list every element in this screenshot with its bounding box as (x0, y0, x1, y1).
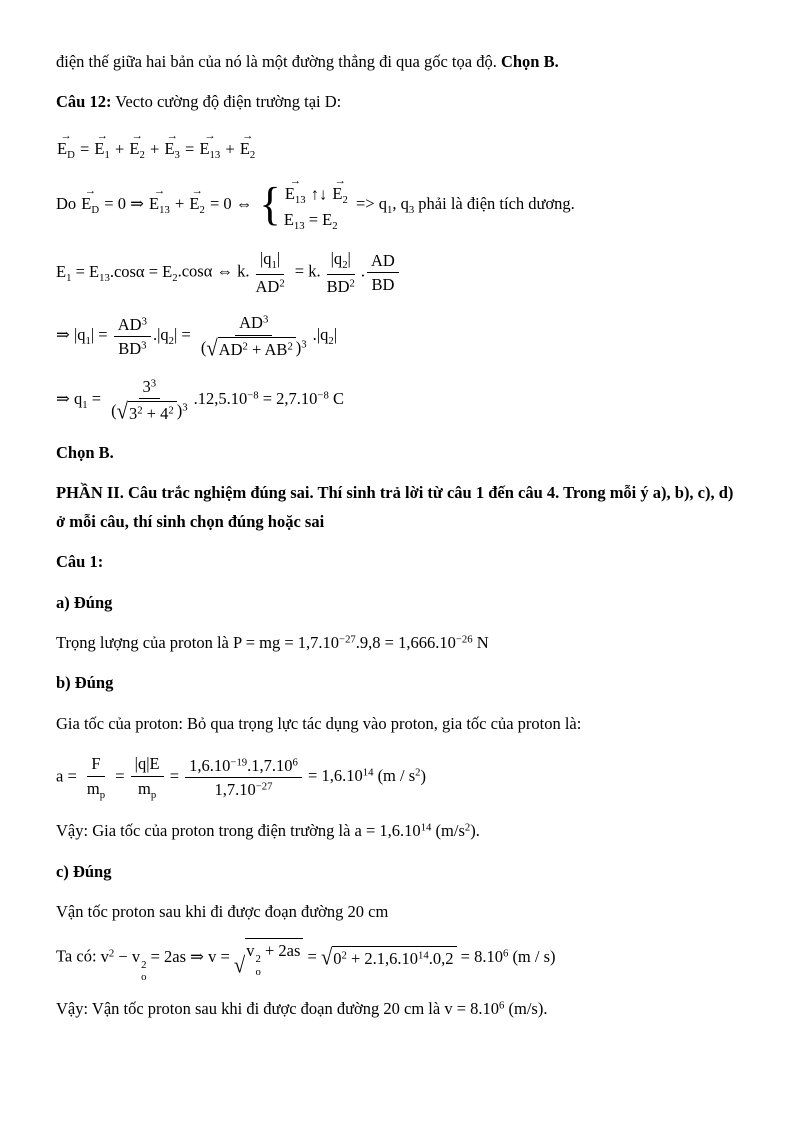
vector: → $E_D$ (57, 130, 75, 161)
text-run: Gia tốc của proton: Bỏ qua trọng lực tác dụng vào proton, gia tốc của proton là: (56, 713, 582, 733)
text-run: Do (56, 193, 81, 213)
vector: → $E_2$ (239, 130, 256, 161)
math-text: = $1,6.10^{14}$ (303, 766, 374, 786)
math-text: − v 2 o (114, 946, 147, 984)
numerator (139, 376, 161, 399)
math-text: (m/s (431, 821, 465, 841)
fraction (107, 376, 191, 424)
superscript: 2 (255, 953, 261, 966)
math-text: ↑↓ (306, 184, 332, 203)
case-line (284, 209, 338, 233)
formula-block (56, 376, 738, 424)
math-text: = (165, 766, 184, 786)
math-text: F (91, 754, 101, 774)
math-text: $AD^3$ (117, 314, 147, 334)
math-text: $.12,5.10^{-8}$ (193, 388, 259, 408)
denominator (114, 337, 150, 359)
math-text: $E_1$ (56, 261, 72, 284)
numerator (185, 755, 302, 778)
math-text: | = (173, 325, 195, 345)
paragraph (56, 479, 738, 536)
inline-math (80, 175, 575, 232)
radicand (218, 337, 296, 360)
math-text: |q|E (134, 754, 160, 774)
denominator (251, 275, 288, 297)
formula-block (56, 132, 738, 162)
math-text: phải là điện tích dương. (414, 193, 575, 213)
math-text: v 2 o (246, 941, 261, 978)
math-text: = (111, 766, 129, 786)
vector-arrow-icon: → (289, 175, 301, 188)
superscript: 2 (141, 958, 147, 971)
math-text: −26 (455, 633, 473, 646)
vector: → $E_2$ (129, 130, 145, 161)
math-text: = $E_{13}$ (71, 261, 110, 284)
math-text: = k. (290, 261, 321, 281)
math-text: .cosα ⇔ k. (177, 261, 250, 281)
math-text: | (347, 249, 351, 269)
paragraph (56, 589, 738, 617)
bold-text-run: PHẦN II. Câu trắc nghiệm đúng sai. Thí sinh trả lời từ câu 1 đến câu 4. Trong mỗi ý a), b), c), d) ở mỗi câu, thí sinh chọn đúng hoặc sai (56, 483, 734, 531)
math-text: $m_p$ (86, 778, 106, 801)
math-text: + (110, 139, 129, 158)
bold-text-run: Câu 12: (56, 92, 112, 112)
math-text: = (303, 946, 321, 966)
math-text: = (87, 388, 106, 408)
math-text: $m_p$ (138, 778, 157, 801)
math-text: Vậy: Vận tốc proton sau khi đi được đoạn đường 20 cm là v = 8.10 (56, 999, 500, 1019)
math-text: BD (371, 275, 395, 295)
math-text: => $q_1$ (351, 193, 393, 216)
paragraph (56, 898, 738, 926)
vector-symbol: E (199, 139, 210, 158)
math-text: = $2,7.10^{-8}$ (258, 388, 329, 408)
math-text: + (221, 139, 239, 158)
vector-arrow-icon: → (60, 130, 72, 143)
math-text: P = mg = 1,7.10 (233, 632, 340, 652)
math-text: $AD^2$ (255, 276, 285, 296)
vector-symbol: E (332, 184, 343, 203)
math-text: )$^3$ (176, 401, 188, 421)
fraction (114, 314, 151, 360)
math-text: = (180, 139, 199, 158)
radical-sign-icon: √ (320, 946, 333, 971)
fraction (197, 312, 311, 360)
square-root (117, 401, 177, 424)
math-text: a = (56, 766, 81, 786)
vector-symbol: E (284, 184, 295, 203)
math-text: | = (90, 325, 112, 345)
paragraph (56, 938, 738, 983)
paragraph (56, 858, 738, 886)
vector: → $E_D$ (81, 184, 100, 216)
paragraph (56, 629, 738, 657)
math-text: ). (470, 821, 480, 841)
vector-symbol: E (189, 193, 200, 213)
bold-text-run: Câu 1: (56, 552, 104, 572)
vector-symbol: E (239, 139, 250, 158)
math-text: . (360, 261, 366, 281)
math-text: .9,8 = 1,666.10 (355, 632, 456, 652)
numerator (87, 753, 104, 776)
vector-arrow-icon: → (84, 184, 96, 197)
numerator (114, 314, 151, 337)
radicand (245, 938, 303, 978)
fraction (83, 753, 109, 802)
numerator (327, 248, 355, 275)
math-text: AD (371, 250, 395, 270)
bold-text-run: a) Đúng (56, 592, 113, 612)
math-text: 6 (499, 1000, 505, 1013)
cases-group (259, 177, 348, 233)
math-text: (m/s). (504, 999, 548, 1019)
math-text: C (328, 388, 344, 408)
denominator (107, 399, 191, 424)
paragraph (56, 88, 738, 116)
denominator (197, 336, 311, 361)
vector-symbol: E (94, 139, 105, 158)
math-text: .0,2 (428, 949, 454, 969)
denominator (323, 275, 359, 297)
math-text: $v^2$ (100, 946, 115, 966)
math-text: = (75, 139, 94, 158)
paragraph (56, 548, 738, 576)
text-run: Vận tốc proton sau khi đi được đoạn đường 20 cm (56, 901, 389, 921)
math-text: $|q_2$ (330, 249, 348, 271)
math-text: $E_{13}$ (283, 210, 305, 232)
radical-sign-icon: √ (206, 336, 218, 362)
denominator (134, 777, 160, 803)
fraction (185, 755, 302, 801)
vector-arrow-icon: → (131, 130, 143, 143)
math-text: $BD^2$ (326, 276, 355, 296)
vector: → $E_{13}$ (199, 130, 221, 161)
math-text: = 0 ⇒ (100, 193, 149, 213)
vector: → $E_2$ (332, 175, 348, 206)
case-line (284, 177, 349, 206)
vector: → $E_{13}$ (284, 175, 306, 206)
math-text: + (145, 139, 164, 158)
math-text: .1,7.10$^6$ (247, 755, 298, 775)
math-text: $3^2$ (128, 403, 143, 423)
math-text: ⇒ $|q_1$ (56, 325, 91, 348)
math-text: $AD^3$ (239, 313, 269, 333)
vector-arrow-icon: → (334, 175, 346, 188)
radical-sign-icon: √ (233, 954, 246, 979)
math-text: $3^3$ (142, 376, 157, 396)
denominator (83, 777, 109, 803)
bold-text-run: c) Đúng (56, 861, 112, 881)
math-text: + $4^2$ (142, 403, 174, 423)
inline-math (100, 941, 556, 984)
math-text: + 2as (260, 941, 301, 961)
math-text: $0^2$ (333, 949, 347, 969)
radicand (128, 401, 177, 424)
math-text: = $8.10^6$ (456, 946, 509, 966)
text-run: Ta có: (56, 946, 101, 966)
paragraph (56, 439, 738, 467)
math-text: ⇒ $q_1$ (56, 388, 88, 411)
document-content (56, 48, 738, 1024)
subscript: o (141, 971, 147, 984)
math-text: ) (420, 766, 427, 786)
math-text: $.\cos\alpha = E_2$ (109, 261, 178, 284)
math-text: $1,7.10^{-27}$ (214, 780, 273, 800)
math-text: $BD^3$ (118, 339, 147, 359)
square-root (206, 337, 295, 360)
text-run: Trọng lượng của proton là (56, 632, 234, 652)
vector-arrow-icon: → (153, 184, 166, 197)
fraction (251, 248, 288, 297)
math-text: $|q_1$ (259, 249, 277, 271)
vector-arrow-icon: → (241, 130, 254, 143)
case-lines (284, 177, 349, 233)
math-text: = 0 ⇔ (205, 193, 257, 213)
vector-symbol: E (81, 193, 92, 213)
vector-symbol: E (57, 139, 68, 158)
paragraph (56, 710, 738, 738)
fraction (323, 248, 359, 297)
math-text: + (170, 193, 189, 213)
formula-block (56, 312, 738, 360)
vector: → $E_2$ (189, 184, 205, 216)
paragraph (56, 48, 738, 76)
vector-arrow-icon: → (191, 184, 203, 197)
math-text: $.|q_2$ (152, 325, 174, 348)
formula-block (56, 753, 738, 802)
inline-math (56, 999, 547, 1018)
math-text: $.|q_2$ (312, 325, 334, 348)
vector: → $E_{13}$ (149, 184, 170, 216)
vector-symbol: E (149, 193, 160, 213)
math-text: 14 (420, 821, 432, 834)
text-run: Vecto cường độ điện trường tại D: (111, 92, 342, 112)
math-text: , $q_3$ (392, 193, 415, 216)
vector-arrow-icon: → (96, 130, 108, 143)
formula-block (56, 248, 738, 297)
paragraph (56, 177, 738, 233)
math-text: $1,6.10^{-19}$ (189, 755, 248, 775)
math-text: 2 (464, 821, 471, 834)
math-text: Vậy: Gia tốc của proton trong điện trường là a = 1,6.10 (56, 821, 421, 841)
inline-math (233, 633, 489, 652)
math-text: $AD^2$ (218, 340, 248, 360)
fraction (367, 250, 399, 296)
math-text: + $2.1,6.10^{14}$ (346, 949, 429, 969)
vector: → $E_3$ (164, 130, 180, 161)
math-text: ( (111, 401, 117, 421)
math-text: | (276, 249, 281, 269)
paragraph (56, 995, 738, 1023)
math-text: + $AB^2$ (247, 340, 293, 360)
math-text: )$^3$ (295, 337, 307, 357)
math-text: ($m / s^2$ (373, 766, 421, 786)
subscript: o (255, 965, 261, 978)
fraction (131, 753, 164, 802)
bold-text-run: Chọn B. (500, 52, 559, 71)
vector-arrow-icon: → (166, 130, 178, 143)
math-text: N (472, 632, 489, 652)
numerator (235, 312, 272, 335)
denominator (211, 778, 277, 800)
radical-sign-icon: √ (116, 400, 128, 425)
math-text: = $E_2$ (304, 210, 338, 232)
math-text: = 2as ⇒ v = (146, 946, 234, 966)
numerator (367, 250, 399, 273)
denominator (367, 273, 398, 295)
square-root (321, 946, 457, 969)
math-text: −27 (339, 633, 356, 646)
bold-text-run: Chọn B. (56, 443, 114, 463)
math-text: | (333, 325, 338, 345)
inline-math (56, 821, 480, 840)
numerator (256, 248, 284, 275)
left-brace-icon: { (259, 177, 281, 231)
radicand (332, 946, 456, 969)
vector: → $E_1$ (94, 130, 110, 161)
square-root (234, 938, 303, 978)
numerator (131, 753, 164, 776)
paragraph (56, 817, 738, 845)
bold-text-run: b) Đúng (56, 673, 114, 693)
math-text: (m / s) (508, 946, 556, 966)
paragraph (56, 669, 738, 697)
vector-symbol: E (164, 139, 175, 158)
vector-arrow-icon: → (204, 130, 216, 143)
vector-symbol: E (129, 139, 140, 158)
math-text: ( (200, 337, 207, 357)
text-run: điện thế giữa hai bản của nó là một đường thẳng đi qua gốc tọa độ. (56, 52, 501, 71)
